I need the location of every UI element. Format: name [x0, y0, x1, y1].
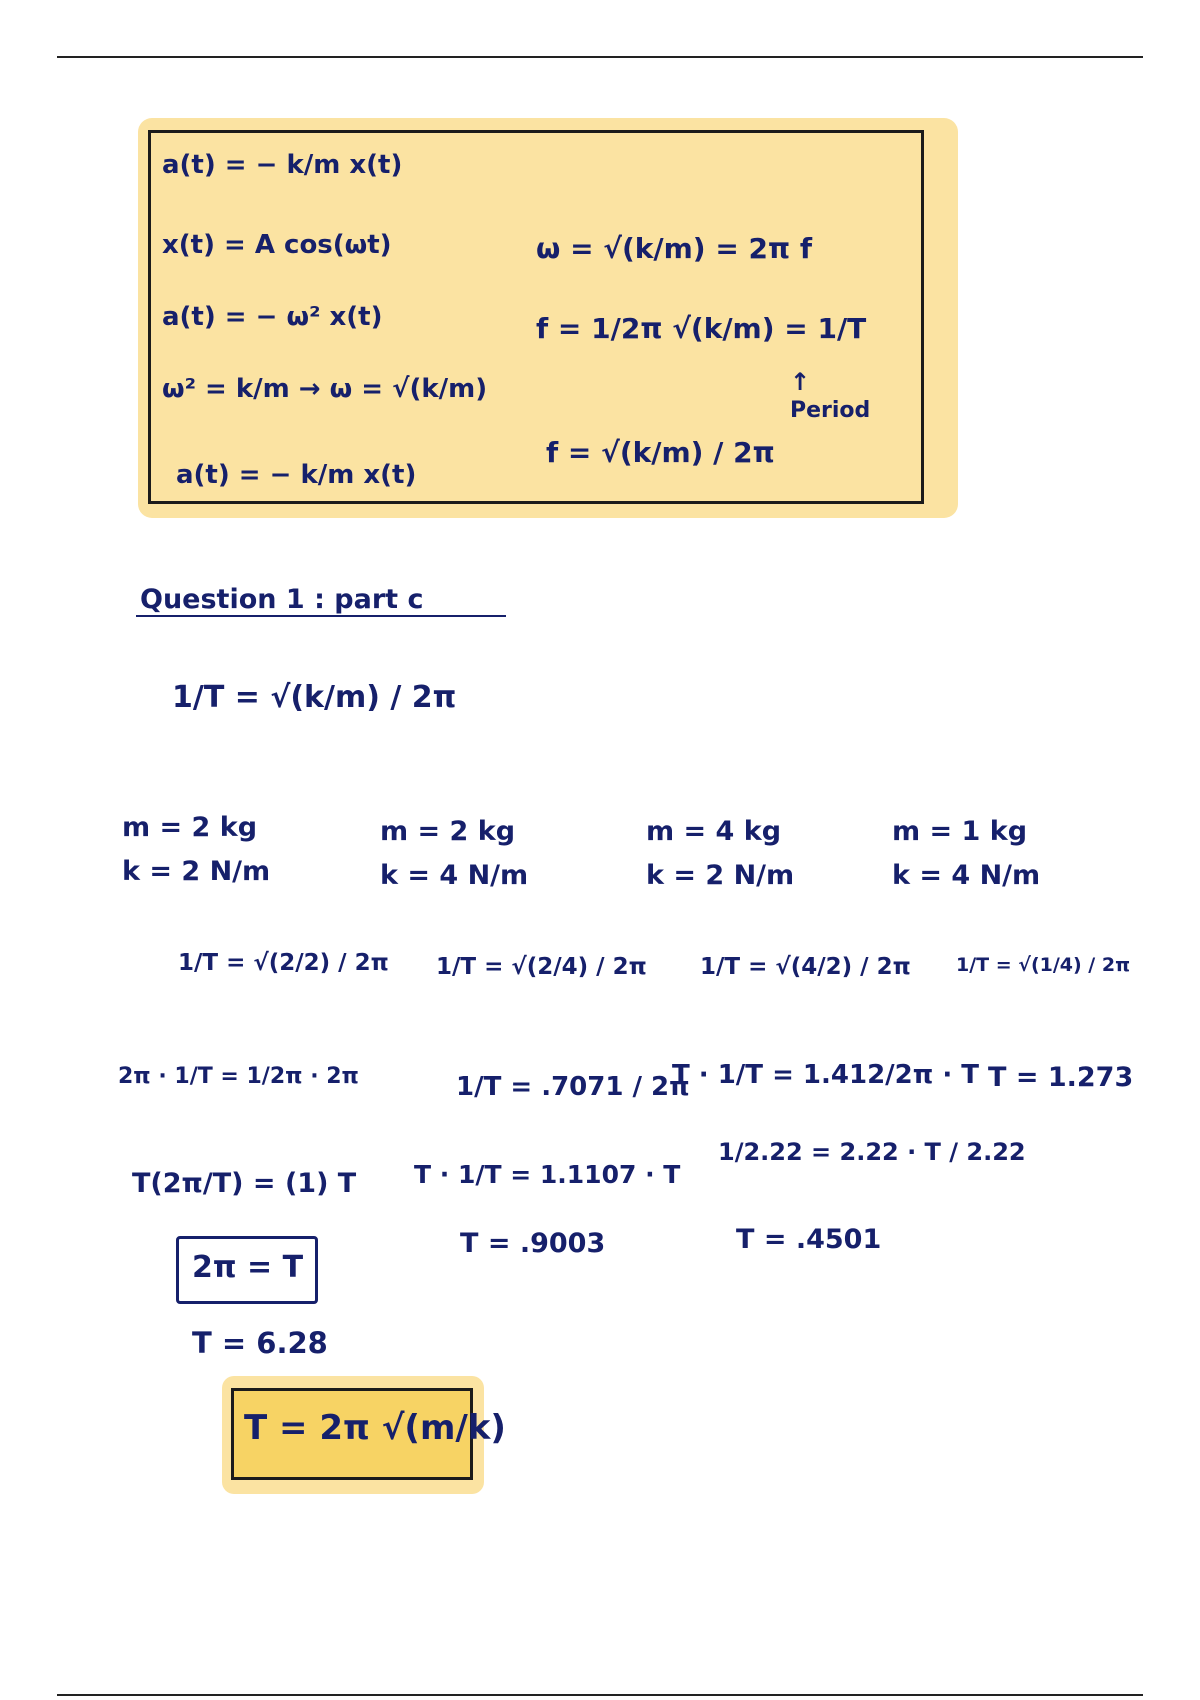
case-2-equation: 1/T = √(2/4) / 2π [436, 954, 647, 980]
case-3-equation: 1/T = √(4/2) / 2π [700, 954, 911, 980]
case-1-work-step-2: T(2π/T) = (1) T [132, 1168, 357, 1199]
case-1-spring: k = 2 N/m [122, 856, 271, 887]
formula-frequency-final: f = √(k/m) / 2π [546, 436, 775, 469]
case-2-period-value: T = .9003 [460, 1228, 606, 1259]
case-3-work-step-1: T · 1/T = 1.412/2π · T [672, 1060, 980, 1090]
case-1-mass: m = 2 kg [122, 812, 258, 843]
case-3-work-step-2: 1/2.22 = 2.22 · T / 2.22 [718, 1138, 1026, 1166]
case-2-mass: m = 2 kg [380, 816, 516, 847]
question-heading-underline [136, 615, 506, 617]
case-2-work-step-1: 1/T = .7071 / 2π [456, 1072, 690, 1102]
case-4-spring: k = 4 N/m [892, 860, 1041, 891]
formula-accel-omega-line: a(t) = − ω² x(t) [162, 302, 383, 332]
question-heading: Question 1 : part c [140, 584, 424, 615]
case-4-period-value: T = 1.273 [988, 1062, 1134, 1093]
case-2-spring: k = 4 N/m [380, 860, 529, 891]
case-3-period-value: T = .4501 [736, 1224, 882, 1255]
main-formula: 1/T = √(k/m) / 2π [172, 680, 457, 715]
formula-accel-line: a(t) = − k/m x(t) [162, 150, 403, 180]
result-formula: T = 2π √(m/k) [244, 1408, 506, 1448]
case-3-mass: m = 4 kg [646, 816, 782, 847]
page-top-rule [57, 56, 1143, 58]
case-4-mass: m = 1 kg [892, 816, 1028, 847]
formula-omega-line: ω² = k/m → ω = √(k/m) [162, 374, 488, 404]
case-1-equation: 1/T = √(2/2) / 2π [178, 950, 389, 976]
case-1-work-step-1: 2π · 1/T = 1/2π · 2π [118, 1064, 359, 1089]
case-2-work-step-2: T · 1/T = 1.1107 · T [414, 1160, 681, 1189]
case-4-equation: 1/T = √(1/4) / 2π [956, 954, 1131, 976]
period-arrow-icon: ↑ [790, 368, 811, 396]
formula-position-line: x(t) = A cos(ωt) [162, 230, 392, 260]
formula-accel-repeat-line: a(t) = − k/m x(t) [176, 460, 417, 490]
formula-omega-frequency: ω = √(k/m) = 2π f [536, 232, 813, 265]
case-1-period-value: T = 6.28 [192, 1326, 328, 1360]
period-label: Period [790, 398, 871, 423]
formula-frequency-period: f = 1/2π √(k/m) = 1/T [536, 312, 867, 345]
case-1-boxed-answer: 2π = T [192, 1250, 304, 1285]
case-3-spring: k = 2 N/m [646, 860, 795, 891]
page-bottom-rule [57, 1694, 1143, 1696]
